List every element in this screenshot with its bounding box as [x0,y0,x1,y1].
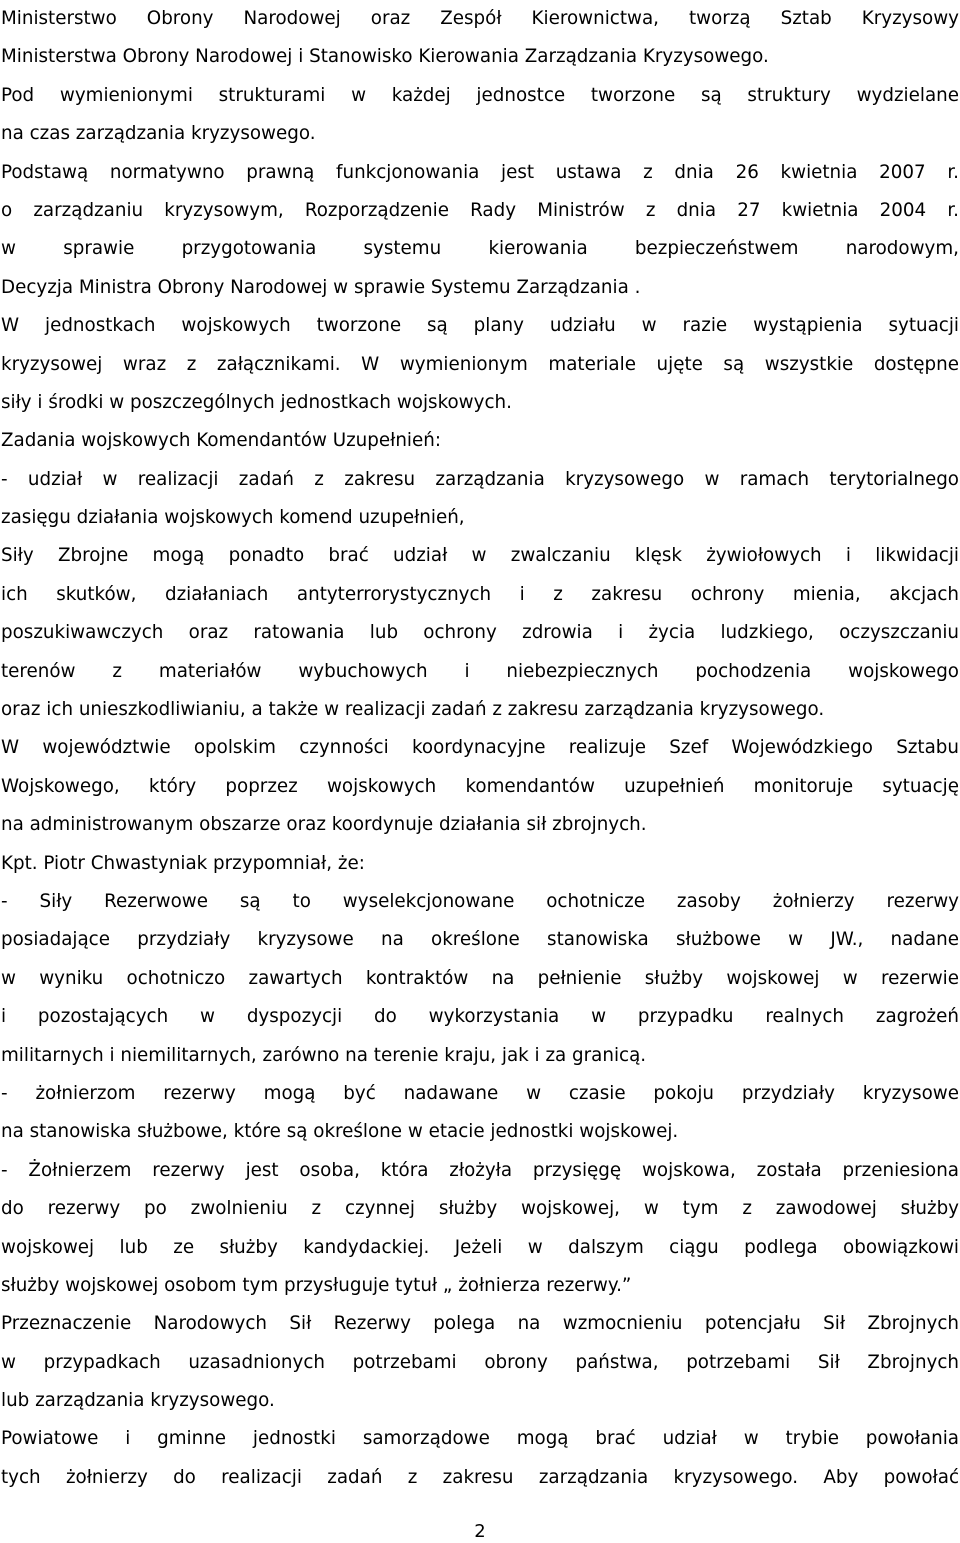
text-line: terenów z materiałów wybuchowych i niebezpiecznych pochodzenia wojskowego [1,660,959,682]
text-line: o zarządzaniu kryzysowym, Rozporządzenie Rady Ministrów z dnia 27 kwietnia 2004 r. [1,199,959,221]
paragraph [1,883,960,1075]
paragraph [1,154,960,308]
page-number: 2 [474,1521,486,1542]
text-line: Podstawą normatywno prawną funkcjonowania jest ustawa z dnia 26 kwietnia 2007 r. [1,161,959,183]
text-line: Wojskowego, który poprzez wojskowych komendantów uzupełnień monitoruje sytuację [1,775,959,797]
text-line: - Siły Rezerwowe są to wyselekcjonowane ochotnicze zasoby żołnierzy rezerwy [1,890,959,912]
text-line: na stanowiska służbowe, które są określone w etacie jednostki wojskowej. [1,1121,679,1143]
text-line: militarnych i niemilitarnych, zarówno na terenie kraju, jak i za granicą. [1,1044,647,1066]
paragraph [1,729,960,844]
paragraph [1,77,960,154]
text-line: wojskowej lub ze służby kandydackiej. Jeżeli w dalszym ciągu podlega obowiązkowi [1,1236,959,1258]
text-line: w wyniku ochotniczo zawartych kontraktów na pełnienie służby wojskowej w rezerwie [1,967,959,989]
text-line: Pod wymienionymi strukturami w każdej jednostce tworzone są struktury wydzielane [1,84,959,106]
text-line: Powiatowe i gminne jednostki samorządowe mogą brać udział w trybie powołania [1,1428,959,1450]
paragraph [1,1075,960,1152]
text-line: w sprawie przygotowania systemu kierowania bezpieczeństwem narodowym, [1,238,959,260]
text-line: - udział w realizacji zadań z zakresu zarządzania kryzysowego w ramach terytorialnego [1,468,959,490]
text-line: W województwie opolskim czynności koordynacyjne realizuje Szef Wojewódzkiego Sztabu [1,737,959,759]
paragraph [1,1305,960,1420]
text-line: służby wojskowej osobom tym przysługuje tytuł „ żołnierza rezerwy.” [1,1274,632,1296]
text-line: w przypadkach uzasadnionych potrzebami obrony państwa, potrzebami Sił Zbrojnych [1,1351,959,1373]
text-line: poszukiwawczych oraz ratowania lub ochrony zdrowia i życia ludzkiego, oczyszczaniu [1,622,959,644]
text-line: tych żołnierzy do realizacji zadań z zakresu zarządzania kryzysowego. Aby powołać [1,1466,959,1488]
text-line: Decyzja Ministra Obrony Narodowej w sprawie Systemu Zarządzania . [1,276,641,298]
paragraph [1,845,960,883]
text-line: posiadające przydziały kryzysowe na określone stanowiska służbowe w JW., nadane [1,929,959,951]
paragraph [1,461,960,538]
text-line: Przeznaczenie Narodowych Sił Rezerwy polega na wzmocnieniu potencjału Sił Zbrojnych [1,1313,959,1335]
text-line: na administrowanym obszarze oraz koordynuje działania sił zbrojnych. [1,814,647,836]
text-line: zasięgu działania wojskowych komend uzupełnień, [1,507,465,529]
text-line: Kpt. Piotr Chwastyniak przypomniał, że: [1,852,365,874]
text-line: Zadania wojskowych Komendantów Uzupełnień: [1,430,441,452]
text-line: i pozostających w dyspozycji do wykorzystania w przypadku realnych zagrożeń [1,1006,959,1028]
text-line: ich skutków, działaniach antyterrorystycznych i z zakresu ochrony mienia, akcjach [1,583,959,605]
paragraph [1,1420,960,1497]
paragraph [1,1152,960,1306]
text-line: Ministerstwa Obrony Narodowej i Stanowisko Kierowania Zarządzania Kryzysowego. [1,46,769,68]
text-line: do rezerwy po zwolnieniu z czynnej służby wojskowej, w tym z zawodowej służby [1,1198,959,1220]
text-line: kryzysowej wraz z załącznikami. W wymienionym materiale ujęte są wszystkie dostępne [1,353,959,375]
text-line: Siły Zbrojne mogą ponadto brać udział w zwalczaniu klęsk żywiołowych i likwidacji [1,545,959,567]
paragraph [1,307,960,422]
text-line: Ministerstwo Obrony Narodowej oraz Zespół Kierownictwa, tworzą Sztab Kryzysowy [1,8,959,29]
paragraph [1,422,960,460]
text-line: na czas zarządzania kryzysowego. [1,123,316,145]
paragraph [1,537,960,729]
text-line: W jednostkach wojskowych tworzone są plany udziału w razie wystąpienia sytuacji [1,315,959,337]
text-line: siły i środki w poszczególnych jednostkach wojskowych. [1,391,512,413]
text-line: - żołnierzom rezerwy mogą być nadawane w czasie pokoju przydziały kryzysowe [1,1082,959,1104]
text-line: oraz ich unieszkodliwianiu, a także w realizacji zadań z zakresu zarządzania kryzysowego. [1,699,825,721]
text-line: lub zarządzania kryzysowego. [1,1390,275,1412]
paragraph [1,0,960,77]
text-line: - Żołnierzem rezerwy jest osoba, która złożyła przysięgę wojskowa, została przeniesiona [1,1159,959,1181]
document-body [1,0,960,1497]
